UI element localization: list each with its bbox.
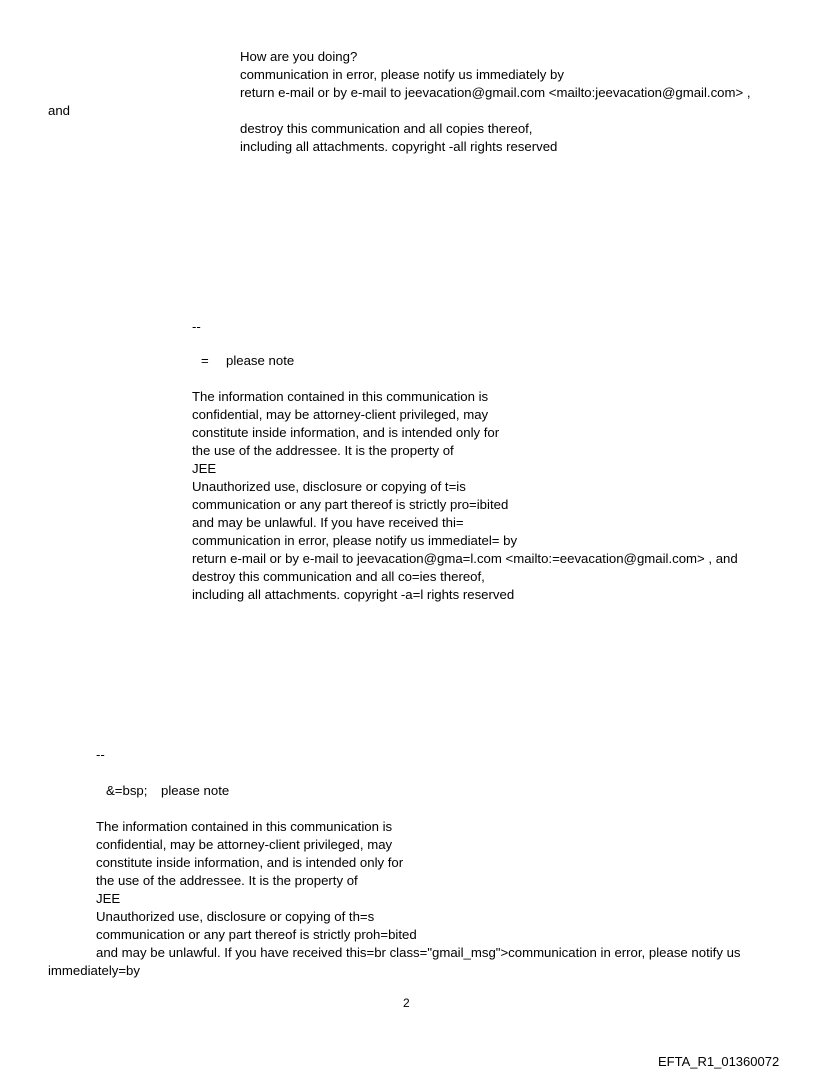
text-line: confidential, may be attorney-client privileged, may <box>96 837 393 852</box>
text-line: Unauthorized use, disclosure or copying of t=is <box>192 479 466 494</box>
text-line: JEE <box>192 461 217 476</box>
page-number: 2 <box>403 996 410 1010</box>
text-line: and <box>48 103 71 118</box>
text-line: destroy this communication and all copies thereof, <box>240 121 533 136</box>
note-label: please note <box>161 783 230 798</box>
text-line: the use of the addressee. It is the property of <box>192 443 454 458</box>
separator: -- <box>96 747 105 762</box>
separator: -- <box>192 319 201 334</box>
document-id: EFTA_R1_01360072 <box>658 1054 780 1069</box>
text-line: destroy this communication and all co=ies thereof, <box>192 569 485 584</box>
note-prefix: = <box>201 353 209 368</box>
text-line: return e-mail or by e-mail to jeevacation@gmail.com <mailto:jeevacation@gmail.com> , <box>240 85 751 100</box>
text-line: communication or any part thereof is strictly pro=ibited <box>192 497 509 512</box>
text-line: including all attachments. copyright -a=l rights reserved <box>192 587 515 602</box>
note-label: please note <box>226 353 295 368</box>
text-line: The information contained in this communication is <box>192 389 489 404</box>
text-line: immediately=by <box>48 963 140 978</box>
note-prefix: &=bsp; <box>106 783 148 798</box>
text-line: communication or any part thereof is strictly proh=bited <box>96 927 417 942</box>
text-line: Unauthorized use, disclosure or copying of th=s <box>96 909 375 924</box>
text-line: JEE <box>96 891 121 906</box>
text-line: the use of the addressee. It is the property of <box>96 873 358 888</box>
text-line: The information contained in this communication is <box>96 819 393 834</box>
text-line: return e-mail or by e-mail to jeevacation@gma=l.com <mailto:=eevacation@gmail.com> , and <box>192 551 738 566</box>
text-line: including all attachments. copyright -all rights reserved <box>240 139 558 154</box>
text-line: and may be unlawful. If you have received thi= <box>192 515 464 530</box>
text-line: communication in error, please notify us immediatel= by <box>192 533 518 548</box>
text-line: How are you doing? <box>240 49 358 64</box>
text-line: communication in error, please notify us immediately by <box>240 67 564 82</box>
text-line: and may be unlawful. If you have received this=br class="gmail_msg">communication in error, please notify us <box>96 945 741 960</box>
text-line: constitute inside information, and is intended only for <box>96 855 404 870</box>
text-line: confidential, may be attorney-client privileged, may <box>192 407 489 422</box>
text-line: constitute inside information, and is intended only for <box>192 425 500 440</box>
